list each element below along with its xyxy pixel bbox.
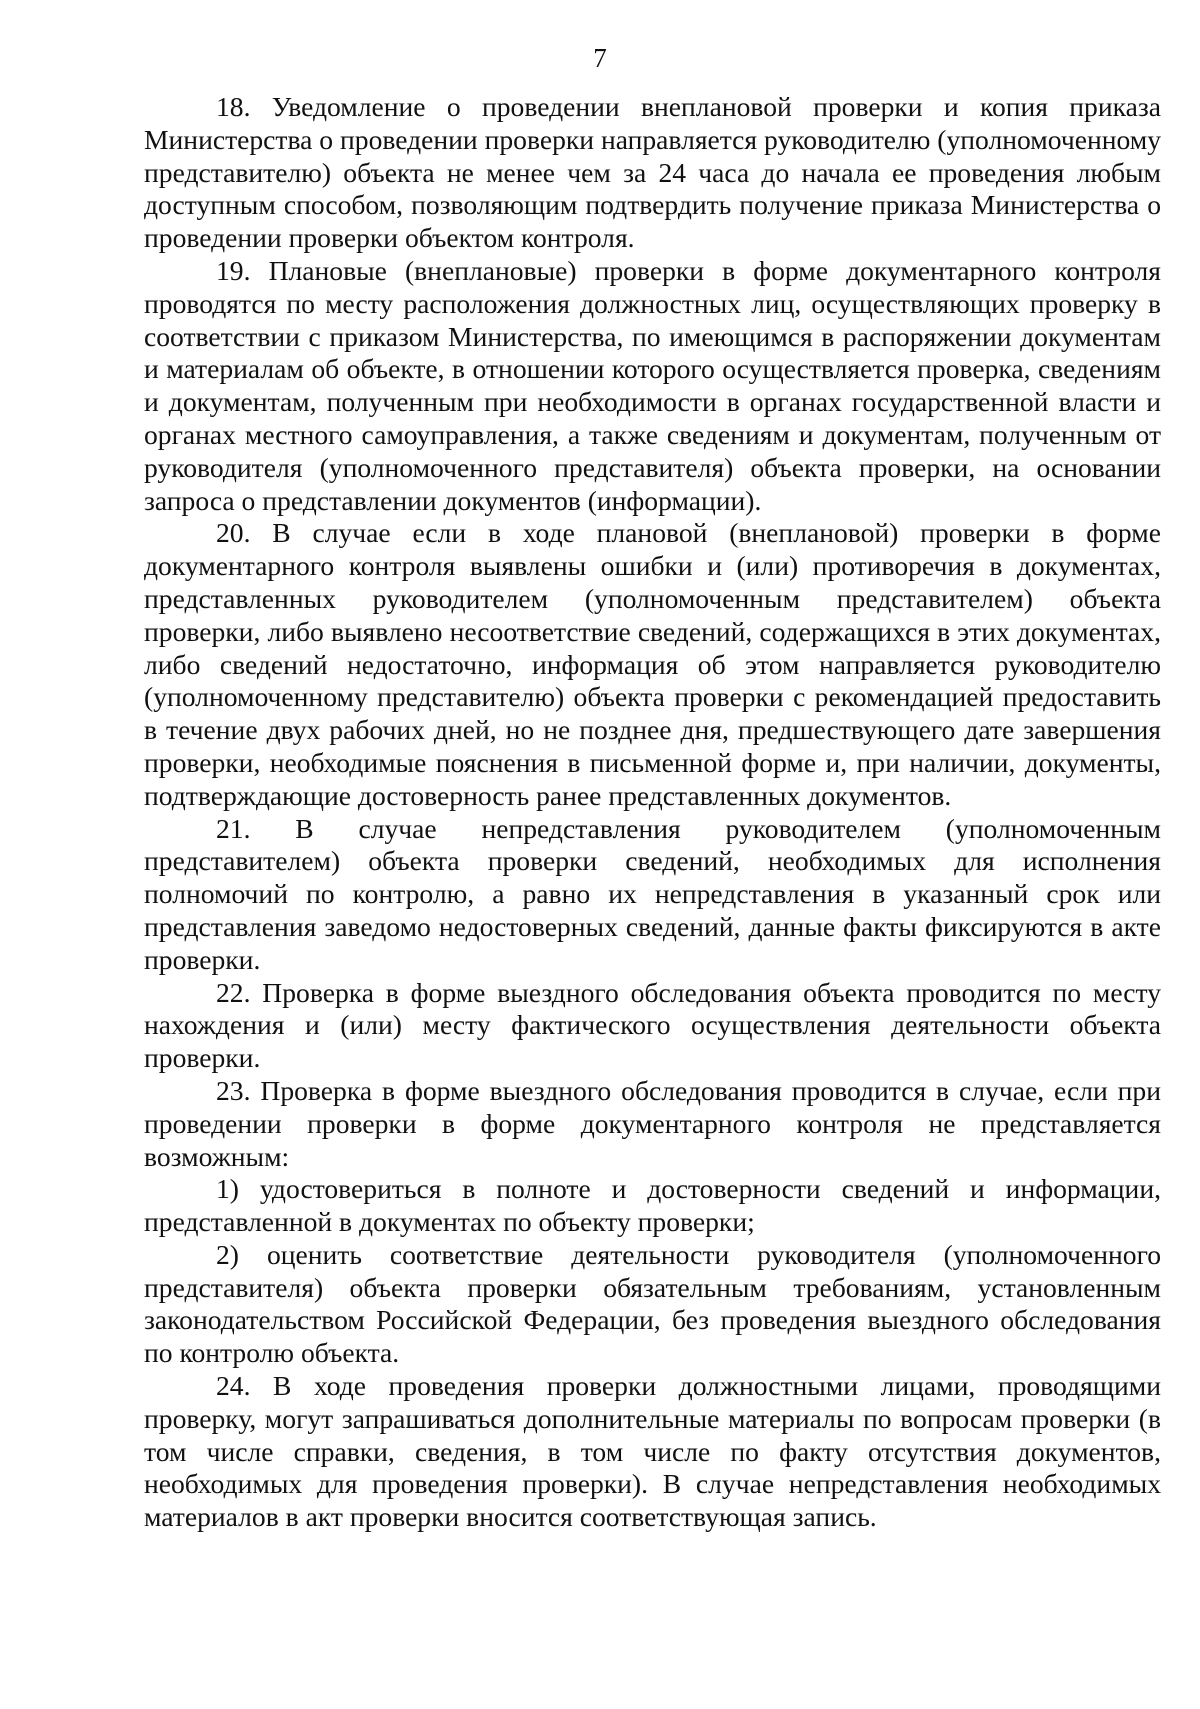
paragraph-21: 21. В случае непредставления руководителем (уполномоченным представителем) объекта проверки сведений, необходимых для исполнения полномочий по контролю, а равно их непредставления в указанный срок или представления заведомо недостоверных сведений, данные факты фиксируются в акте проверки. (144, 812, 1161, 975)
paragraph-19: 19. Плановые (внеплановые) проверки в форме документарного контроля проводятся по месту расположения должностных лиц, осуществляющих проверку в соответствии с приказом Министерства, по имеющимся в распоряжении документам и материалам об объекте, в отношении которого осуществляется проверка, сведениям и документам, полученным при необходимости в органах государственной власти и органах местного самоуправления, а также сведениям и документам, полученным от руководителя (уполномоченного представителя) объекта проверки, на основании запроса о представлении документов (информации). (144, 254, 1161, 516)
paragraph-18: 18. Уведомление о проведении внеплановой проверки и копия приказа Министерства о проведении проверки направляется руководителю (уполномоченному представителю) объекта не менее чем за 24 часа до начала ее проведения любым доступным способом, позволяющим подтвердить получение приказа Министерства о проведении проверки объектом контроля. (144, 91, 1162, 254)
document-body (144, 91, 1161, 1534)
paragraph-22: 22. Проверка в форме выездного обследования объекта проводится по месту нахождения и (или) месту фактического осуществления деятельности объекта проверки. (144, 976, 1161, 1074)
paragraph-20: 20. В случае если в ходе плановой (внеплановой) проверки в форме документарного контроля выявлены ошибки и (или) противоречия в документах, представленных руководителем (уполномоченным представителем) объекта проверки, либо выявлено несоответствие сведений, содержащихся в этих документах, либо сведений недостаточно, информация об этом направляется руководителю (уполномоченному представителю) объекта проверки с рекомендацией предоставить в течение двух рабочих дней, но не позднее дня, предшествующего дате завершения проверки, необходимые пояснения в письменной форме и, при наличии, документы, подтверждающие достоверность ранее представленных документов. (144, 517, 1161, 811)
paragraph-23: 23. Проверка в форме выездного обследования проводится в случае, если при проведении проверки в форме документарного контроля не представляется возможным: (144, 1074, 1161, 1172)
paragraph-23-item-2: 2) оценить соответствие деятельности руководителя (уполномоченного представителя) объекта проверки обязательным требованиям, установленным законодательством Российской Федерации, без проведения выездного обследования по контролю объекта. (144, 1238, 1161, 1369)
paragraph-23-item-1: 1) удостовериться в полноте и достоверности сведений и информации, представленной в документах по объекту проверки; (144, 1173, 1161, 1238)
page-number: 7 (593, 43, 607, 73)
paragraph-24: 24. В ходе проведения проверки должностными лицами, проводящими проверку, могут запрашиваться дополнительные материалы по вопросам проверки (в том числе справки, сведения, в том числе по факту отсутствия документов, необходимых для проведения проверки). В случае непредставления необходимых материалов в акт проверки вносится соответствующая запись. (144, 1370, 1161, 1533)
